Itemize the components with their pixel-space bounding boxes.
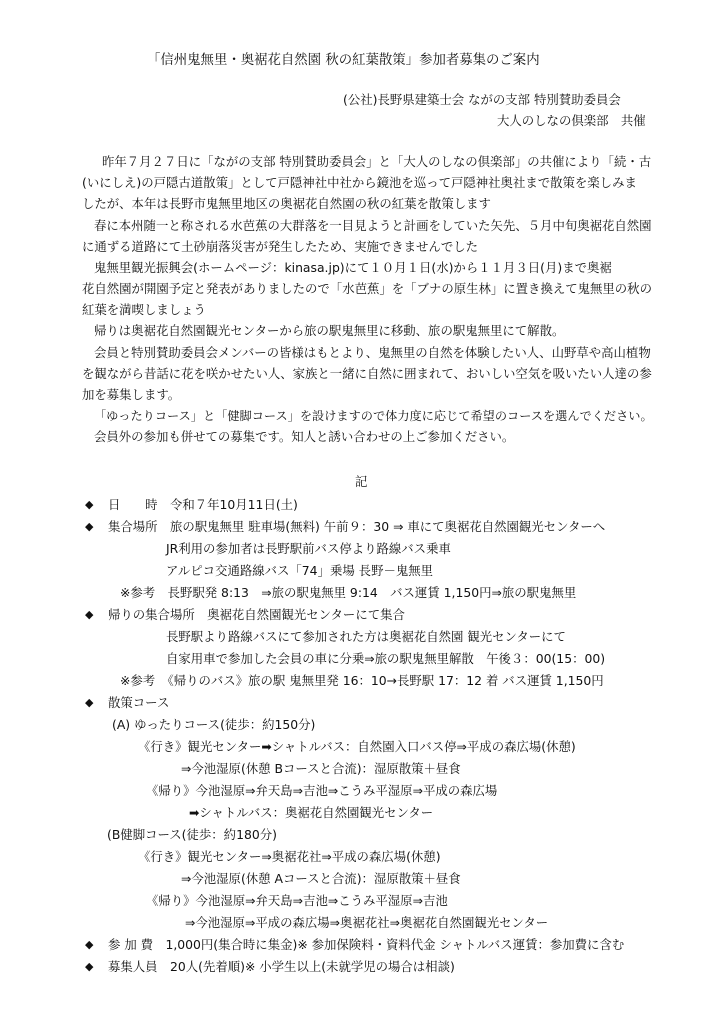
detail-line: 《帰り》今池湿原⇒弁天島⇒吉池⇒こうみ平湿原⇒平成の森広場 bbox=[146, 783, 498, 798]
bullet-icon: ◆ bbox=[85, 608, 94, 621]
intro-line: 鬼無里観光振興会(ホームページ：kinasa.jp)にて１０月１日(水)から１１月３日(月)まで奥裾 bbox=[94, 260, 612, 275]
course-heading: (A) ゆったりコース(徒歩：約150分) bbox=[112, 717, 316, 732]
intro-line: に通ずる道路にて土砂崩落災害が発生したため、実施できませんでした bbox=[82, 239, 479, 254]
intro-line: (いにしえ)の戸隠古道散策」として戸隠神社中社から鏡池を巡って戸隠神社奥社まで散策を楽しみま bbox=[82, 175, 637, 190]
detail-line: 《帰り》今池湿原⇒弁天島⇒吉池⇒こうみ平湿原⇒吉池 bbox=[146, 893, 448, 908]
intro-line: 会員外の参加も併せての募集です。知人と誘い合わせの上ご参加ください。 bbox=[94, 429, 515, 444]
detail-line: 募集人員 20人(先着順)※ 小学生以上(未就学児の場合は相談) bbox=[108, 959, 455, 974]
detail-line: 日 時 令和７年10月11日(土) bbox=[108, 497, 298, 512]
detail-line: 《行き》観光センター⇒奥裾花社⇒平成の森広場(休憩) bbox=[138, 849, 441, 864]
detail-line: ⇒今池湿原(休憩 Aコースと合流)：湿原散策＋昼食 bbox=[181, 871, 461, 886]
intro-line: 昨年７月２７日に「ながの支部 特別賛助委員会」と「大人のしなの倶楽部」の共催により「続・古 bbox=[102, 154, 652, 169]
detail-line: ※参考 長野駅発 8:13 ⇒旅の駅鬼無里 9:14 バス運賃 1,150円⇒旅の駅鬼無里 bbox=[120, 585, 577, 600]
detail-line: 集合場所 旅の駅鬼無里 駐車場(無料) 午前９：30 ⇒ 車にて奥裾花自然園観光センターへ bbox=[108, 519, 606, 534]
bullet-icon: ◆ bbox=[85, 498, 94, 511]
detail-line: ➡シャトルバス：奥裾花自然園観光センター bbox=[189, 805, 434, 820]
detail-line: 参 加 費 1,000円(集合時に集金)※ 参加保険料・資料代金 シャトルバス運賃：参加費に含む bbox=[108, 937, 625, 952]
intro-line: 「ゆったりコース」と「健脚コース」を設けますので体力度に応じて希望のコースを選んでください。 bbox=[94, 409, 653, 423]
intro-line: 帰りは奥裾花自然園観光センターから旅の駅鬼無里に移動、旅の駅鬼無里にて解散。 bbox=[94, 323, 565, 338]
bullet-icon: ◆ bbox=[85, 520, 94, 533]
detail-line: 帰りの集合場所 奥裾花自然園観光センターにて集合 bbox=[108, 607, 405, 622]
course-heading: (B健脚コース(徒歩：約180分) bbox=[107, 827, 277, 842]
bullet-icon: ◆ bbox=[85, 696, 94, 709]
intro-line: 花自然園が開園予定と発表がありましたので「水芭蕉」を「ブナの原生林」に置き換えて鬼無里の秋の bbox=[82, 281, 652, 296]
organizer-line: 大人のしなの倶楽部 共催 bbox=[497, 113, 646, 128]
intro-line: したが、本年は長野市鬼無里地区の奥裾花自然園の秋の紅葉を散策します bbox=[82, 196, 491, 211]
detail-line: 自家用車で参加した会員の車に分乗⇒旅の駅鬼無里解散 午後３：00(15：00) bbox=[166, 651, 606, 666]
detail-line: 長野駅より路線バスにて参加された方は奥裾花自然園 観光センターにて bbox=[166, 629, 566, 644]
intro-line: 紅葉を満喫しましょう bbox=[82, 302, 206, 317]
bullet-icon: ◆ bbox=[85, 960, 94, 973]
detail-line: ※参考 《帰りのバス》旅の駅 鬼無里発 16：10→長野駅 17：12 着 バス運賃 1,150円 bbox=[120, 673, 604, 688]
detail-line: ⇒今池湿原(休憩 Bコースと合流)：湿原散策＋昼食 bbox=[181, 761, 461, 776]
ki-heading: 記 bbox=[355, 474, 368, 489]
detail-line: 《行き》観光センター➡シャトルバス：自然園入口バス停⇒平成の森広場(休憩) bbox=[138, 739, 576, 754]
detail-line: ⇒今池湿原⇒平成の森広場⇒奥裾花社⇒奥裾花自然園観光センター bbox=[185, 915, 549, 930]
intro-line: 加を募集します。 bbox=[82, 387, 181, 402]
detail-line: JR利用の参加者は長野駅前バス停より路線バス乗車 bbox=[166, 541, 451, 556]
intro-line: 会員と特別賛助委員会メンバーの皆様はもとより、鬼無里の自然を体験したい人、山野草や高山植物 bbox=[94, 345, 651, 360]
document-title: 「信州鬼無里・奥裾花自然園 秋の紅葉散策」参加者募集のご案内 bbox=[147, 53, 540, 68]
detail-line: 散策コース bbox=[108, 695, 170, 710]
detail-line: アルピコ交通路線バス「74」乗場 長野－鬼無里 bbox=[166, 563, 434, 578]
intro-line: を観ながら昔話に花を咲かせたい人、家族と一緒に自然に囲まれて、おいしい空気を吸いたい人達の参 bbox=[82, 366, 652, 381]
organizer-line: (公社)長野県建築士会 ながの支部 特別賛助委員会 bbox=[343, 92, 621, 107]
bullet-icon: ◆ bbox=[85, 938, 94, 951]
intro-line: 春に本州随一と称される水芭蕉の大群落を一目見ようと計画をしていた矢先、５月中旬奥裾花自然園 bbox=[94, 218, 652, 233]
